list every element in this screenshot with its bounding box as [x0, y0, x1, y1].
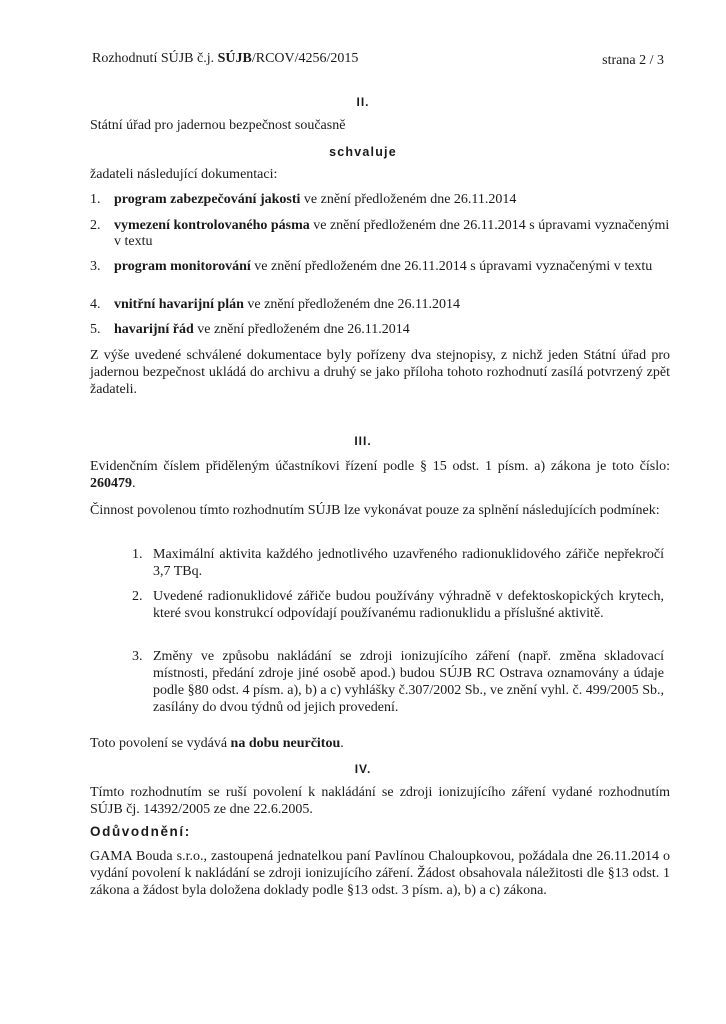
document-item: 3. program monitorování ve znění předloženém dne 26.11.2014 s úpravami vyznačenými v textu — [90, 259, 653, 274]
revocation-paragraph: Tímto rozhodnutím se ruší povolení k nakládání se zdroji ionizujícího záření vydané rozhodnutím SÚJB čj. 14392/2005 ze dne 22.6.2005. — [90, 785, 670, 817]
document-item: 1. program zabezpečování jakosti ve znění předloženém dne 26.11.2014 — [90, 192, 517, 207]
approval-verb: schvaluje — [329, 145, 397, 159]
document-item: 4. vnitřní havarijní plán ve znění předloženém dne 26.11.2014 — [90, 297, 460, 312]
condition-item: 2. Uvedené radionuklidové zářiče budou používány výhradně v defektoskopických krytech, které svou konstrukcí odpovídají používanému radionuklidu a příslušné aktivitě. — [132, 589, 664, 621]
reasoning-paragraph: GAMA Bouda s.r.o., zastoupená jednatelkou paní Pavlínou Chaloupkovou, požádala dne 26.11.2014 o vydání povolení k nakládání se zdroji ionizujícího záření. Žádost obsahovala náležitosti dle §13 odst. 1 zákona a žádost byla doložena doklady podle §13 odst. 3 písm. a), b) a c) zákona. — [90, 849, 670, 898]
section-ii-intro: Státní úřad pro jadernou bezpečnost současně — [90, 118, 346, 133]
page-number: strana 2 / 3 — [602, 53, 664, 68]
section-ii-closing: Z výše uvedené schválené dokumentace byly pořízeny dva stejnopisy, z nichž jeden Státní úřad pro jadernou bezpečnost ukládá do archivu a druhý se jako příloha tohoto rozhodnutí zasílá potvrzený zpět žadateli. — [90, 348, 670, 397]
evidence-number-paragraph: Evidenčním číslem přiděleným účastníkovi řízení podle § 15 odst. 1 písm. a) zákona je toto číslo: 260479. — [90, 459, 670, 491]
section-iv-heading: IV. — [354, 762, 372, 776]
decision-reference: Rozhodnutí SÚJB č.j. SÚJB/RCOV/4256/2015 — [92, 51, 359, 66]
condition-item: 3. Změny ve způsobu nakládání se zdroji ionizujícího záření (např. změna skladovací místnosti, předání zdroje jiné osobě apod.) budou SÚJB RC Ostrava oznamovány a údaje podle §80 odst. 4 písm. a), b) a c) vyhlášky č.307/2002 Sb., ve znění vyhl. č. 499/2005 Sb., zasílány do dvou týdnů od jejich provedení. — [132, 649, 664, 715]
section-iii-heading: III. — [354, 434, 372, 448]
document-item: 5. havarijní řád ve znění předloženém dne 26.11.2014 — [90, 322, 410, 337]
document-item: 2. vymezení kontrolovaného pásma ve znění předloženém dne 26.11.2014 s úpravami vyznačenými v textu — [90, 218, 670, 249]
condition-item: 1. Maximální aktivita každého jednotlivého uzavřeného radionuklidového zářiče nepřekročí 3,7 TBq. — [132, 547, 664, 579]
reasoning-heading: Odůvodnění: — [90, 824, 191, 839]
approval-lead: žadateli následující dokumentaci: — [90, 167, 278, 182]
section-ii-heading: II. — [356, 95, 370, 109]
activity-conditions-lead: Činnost povolenou tímto rozhodnutím SÚJB lze vykonávat pouze za splnění následujících podmínek: — [90, 503, 660, 518]
validity-statement: Toto povolení se vydává na dobu neurčitou. — [90, 736, 344, 751]
